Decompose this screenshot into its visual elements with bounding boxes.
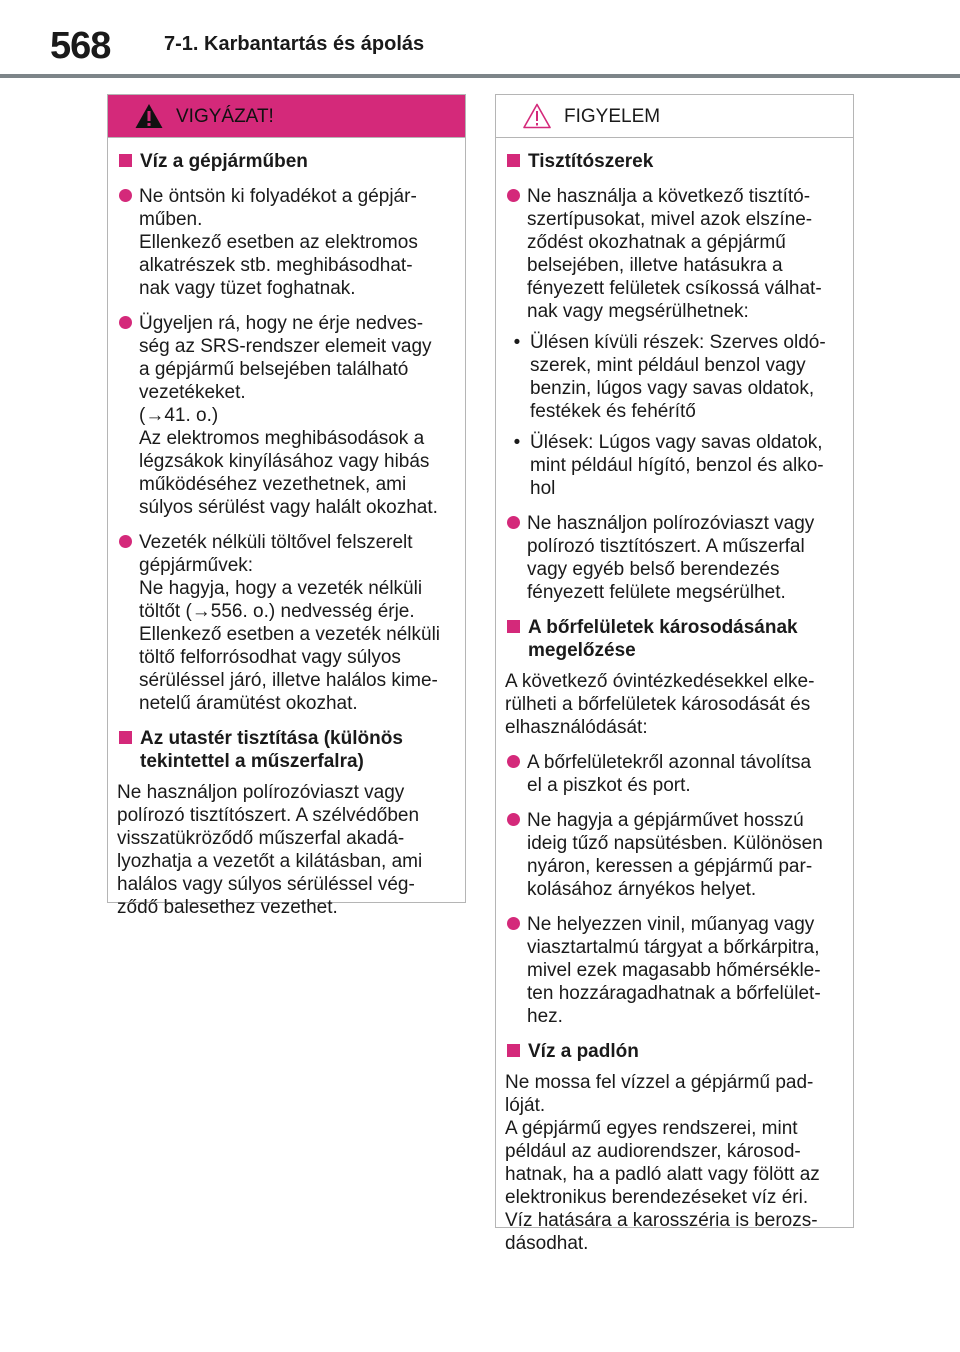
heading-water-in-vehicle: Víz a gépjárműben bbox=[117, 150, 451, 173]
round-bullet-icon bbox=[507, 516, 520, 529]
list-item: Ne használjon polírozóviaszt vagy polírozó tisztítószert. A műszerfal vagy egyéb belső berendezés fényezett felülete megsérülhet. bbox=[505, 512, 839, 604]
sub-list-item: • Ülések: Lúgos vagy savas oldatok, mint például hígító, benzol és alko- hol bbox=[505, 431, 839, 500]
list-item: Vezeték nélküli töltővel felszerelt gépjárművek: Ne hagyja, hogy a vezeték nélküli töltőt (→556. o.) nedvesség érje. Ellenkező esetben a vezeték nélküli töltő felforrósodhat vagy súlyos sérüléssel járó, illetve halálos kime- netelű áramütést okozhat. bbox=[117, 531, 451, 715]
square-bullet-icon bbox=[119, 731, 132, 744]
list-item: Ne öntsön ki folyadékot a gépjár- műben. Ellenkező esetben az elektromos alkatrészek stb. meghibásodhat- nak vagy tüzet foghatnak. bbox=[117, 185, 451, 300]
round-bullet-icon bbox=[507, 755, 520, 768]
square-bullet-icon bbox=[507, 154, 520, 167]
heading-cabin-cleaning: Az utastér tisztítása (különös tekintettel a műszerfalra) bbox=[117, 727, 451, 773]
caution-box bbox=[107, 94, 466, 918]
page-header bbox=[0, 0, 960, 80]
page-number: 568 bbox=[50, 25, 111, 67]
round-bullet-icon bbox=[119, 535, 132, 548]
dot-marker: • bbox=[513, 332, 521, 353]
round-bullet-icon bbox=[119, 316, 132, 329]
warning-triangle-icon bbox=[134, 102, 164, 130]
notice-title: FIGYELEM bbox=[564, 106, 661, 127]
list-item: A bőrfelületekről azonnal távolítsa el a piszkot és port. bbox=[505, 751, 839, 797]
paragraph: A következő óvintézkedésekkel elke- rülheti a bőrfelületek károsodását és elhasználódását: bbox=[505, 671, 815, 738]
square-bullet-icon bbox=[119, 154, 132, 167]
notice-triangle-icon bbox=[522, 102, 552, 130]
caution-header bbox=[108, 95, 465, 138]
round-bullet-icon bbox=[507, 813, 520, 826]
list-item: Ügyeljen rá, hogy ne érje nedves- ség az SRS-rendszer elemeit vagy a gépjármű belsejében található vezetékeket. (→41. o.) Az elektromos meghibásodások a légzsákok kinyílásához vagy hibás működéséhez vezethetnek, ami súlyos sérülést vagy halált okozhat. bbox=[117, 312, 451, 519]
header-divider bbox=[0, 74, 960, 78]
notice-header bbox=[496, 95, 853, 138]
heading-water-on-floor: Víz a padlón bbox=[505, 1040, 839, 1063]
list-item: Ne hagyja a gépjárművet hosszú ideig tűző napsütésben. Különösen nyáron, keressen a gépjármű par- kolásához árnyékos helyet. bbox=[505, 809, 839, 901]
section-title: 7-1. Karbantartás és ápolás bbox=[164, 33, 425, 55]
round-bullet-icon bbox=[507, 917, 520, 930]
heading-leather-protection: A bőrfelületek károsodásának megelőzése bbox=[505, 616, 839, 662]
square-bullet-icon bbox=[507, 620, 520, 633]
square-bullet-icon bbox=[507, 1044, 520, 1057]
list-item: Ne használja a következő tisztító- szertípusokat, mivel azok elszíne- ződést okozhatnak a gépjármű belsejében, illetve hatásukra a fényezett felületek csíkossá válhat- nak vagy megsérülhetnek: bbox=[505, 185, 839, 323]
notice-box bbox=[495, 94, 854, 1254]
round-bullet-icon bbox=[507, 189, 520, 202]
list-item: Ne helyezzen vinil, műanyag vagy viasztartalmú tárgyat a bőrkárpitra, mivel ezek magasabb hőmérsékle- ten hozzáragadhatnak a bőrfelület- hez. bbox=[505, 913, 839, 1028]
paragraph: Ne mossa fel vízzel a gépjármű pad- lóját. A gépjármű egyes rendszerei, mint például az audiorendszer, károsod- hatnak, ha a padló alatt vagy fölött az elektronikus berendezéseket víz éri. Víz hatására a karosszéria is berozs- dásodhat. bbox=[505, 1072, 820, 1254]
sub-list-item: • Ülésen kívüli részek: Szerves oldó- szerek, mint például benzol vagy benzin, lúgos vagy savas oldatok, festékek és fehérítő bbox=[505, 331, 839, 423]
heading-cleaners: Tisztítószerek bbox=[505, 150, 839, 173]
dot-marker: • bbox=[513, 432, 521, 453]
paragraph: Ne használjon polírozóviaszt vagy polírozó tisztítószert. A szélvédőben visszatükröződő műszerfal akadá- lyozhatja a vezetőt a kilátásban, ami halálos vagy súlyos sérüléssel vég- ződő balesethez vezethet. bbox=[117, 782, 423, 918]
round-bullet-icon bbox=[119, 189, 132, 202]
caution-title: VIGYÁZAT! bbox=[176, 106, 274, 127]
